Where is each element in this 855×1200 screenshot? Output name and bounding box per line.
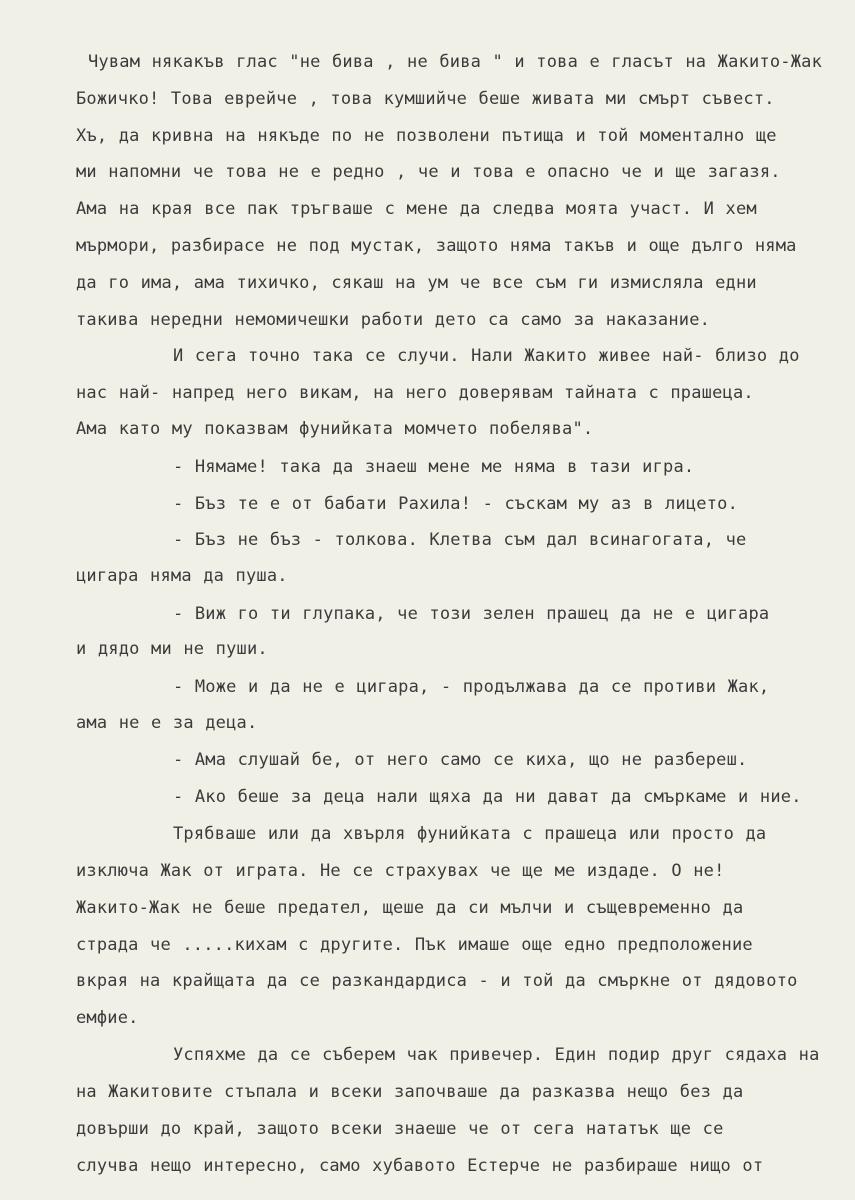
text-line: ми напомни че това не е редно , че и това е опасно че и ще загазя. bbox=[76, 162, 781, 182]
text-line: Жакито-Жак не беше предател, щеше да си мълчи и същевременно да bbox=[76, 898, 744, 918]
text-line: - Виж го ти глупака, че този зелен прашец да не е цигара bbox=[173, 604, 770, 624]
text-line: Божичко! Това еврейче , това кумшийче беше живата ми смърт съвест. bbox=[76, 89, 775, 109]
text-line: Чувам някакъв глас "не бива , не бива " и това е гласът на Жакито-Жак bbox=[88, 52, 823, 72]
text-line: Трябваше или да хвърля фунийката с прашеца или просто да bbox=[173, 824, 767, 844]
text-line: - Бъз те е от бабати Рахила! - съскам му аз в лицето. bbox=[173, 494, 739, 514]
text-line: - Ако беше за деца нали щяха да ни дават да смъркаме и ние. bbox=[173, 787, 802, 807]
text-line: - Нямаме! така да знаеш мене ме няма в тази игра. bbox=[173, 457, 695, 477]
text-line: И сега точно така се случи. Нали Жакито живее най- близо до bbox=[173, 346, 800, 366]
text-line: и дядо ми не пуши. bbox=[76, 639, 268, 659]
text-line: - Може и да не е цигара, - продължава да се противи Жак, bbox=[173, 677, 770, 697]
text-line: случва нещо интересно, само хубавото Естерче не разбираше нищо от bbox=[76, 1156, 764, 1176]
text-line: - Ама слушай бе, от него само се киха, що не разбереш. bbox=[173, 750, 748, 770]
text-line: Хъ, да кривна на някъде по не позволени пътища и той моментално ще bbox=[76, 126, 777, 146]
text-line: Ама на края все пак тръгваше с мене да следва моята участ. И хем bbox=[76, 199, 757, 219]
text-line: да го има, ама тихичко, сякаш на ум че все съм ги измисляла едни bbox=[76, 273, 757, 293]
text-line: страда че .....кихам с другите. Пък имаше още едно предположение bbox=[76, 935, 753, 955]
text-line: Ама като му показвам фунийката момчето побелява". bbox=[76, 419, 594, 439]
text-line: такива нередни немомичешки работи дето са само за наказание. bbox=[76, 310, 711, 330]
text-line: емфие. bbox=[76, 1008, 139, 1028]
text-line: - Бъз не бъз - толкова. Клетва съм дал всинагогата, че bbox=[173, 530, 747, 550]
text-line: нас най- напред него викам, на него доверявам тайната с прашеца. bbox=[76, 383, 754, 403]
text-line: цигара няма да пуша. bbox=[76, 566, 288, 586]
text-line: изключа Жак от играта. Не се страхувах че ще ме издаде. О не! bbox=[76, 861, 725, 881]
text-line: мърмори, разбирасе не под мустак, защото няма такъв и още дълго няма bbox=[76, 236, 797, 256]
text-line: ама не е за деца. bbox=[76, 713, 258, 733]
text-line: на Жакитовите стъпала и всеки започваше да разказва нещо без да bbox=[76, 1082, 744, 1102]
text-line: Успяхме да се съберем чак привечер. Един подир друг сядаха на bbox=[173, 1045, 820, 1065]
text-line: вкрая на крайщата да се разкандардиса - и той да смъркне от дядовото bbox=[76, 971, 798, 991]
text-line: довърши до край, защото всеки знаеше че от сега нататък ще се bbox=[76, 1119, 724, 1139]
